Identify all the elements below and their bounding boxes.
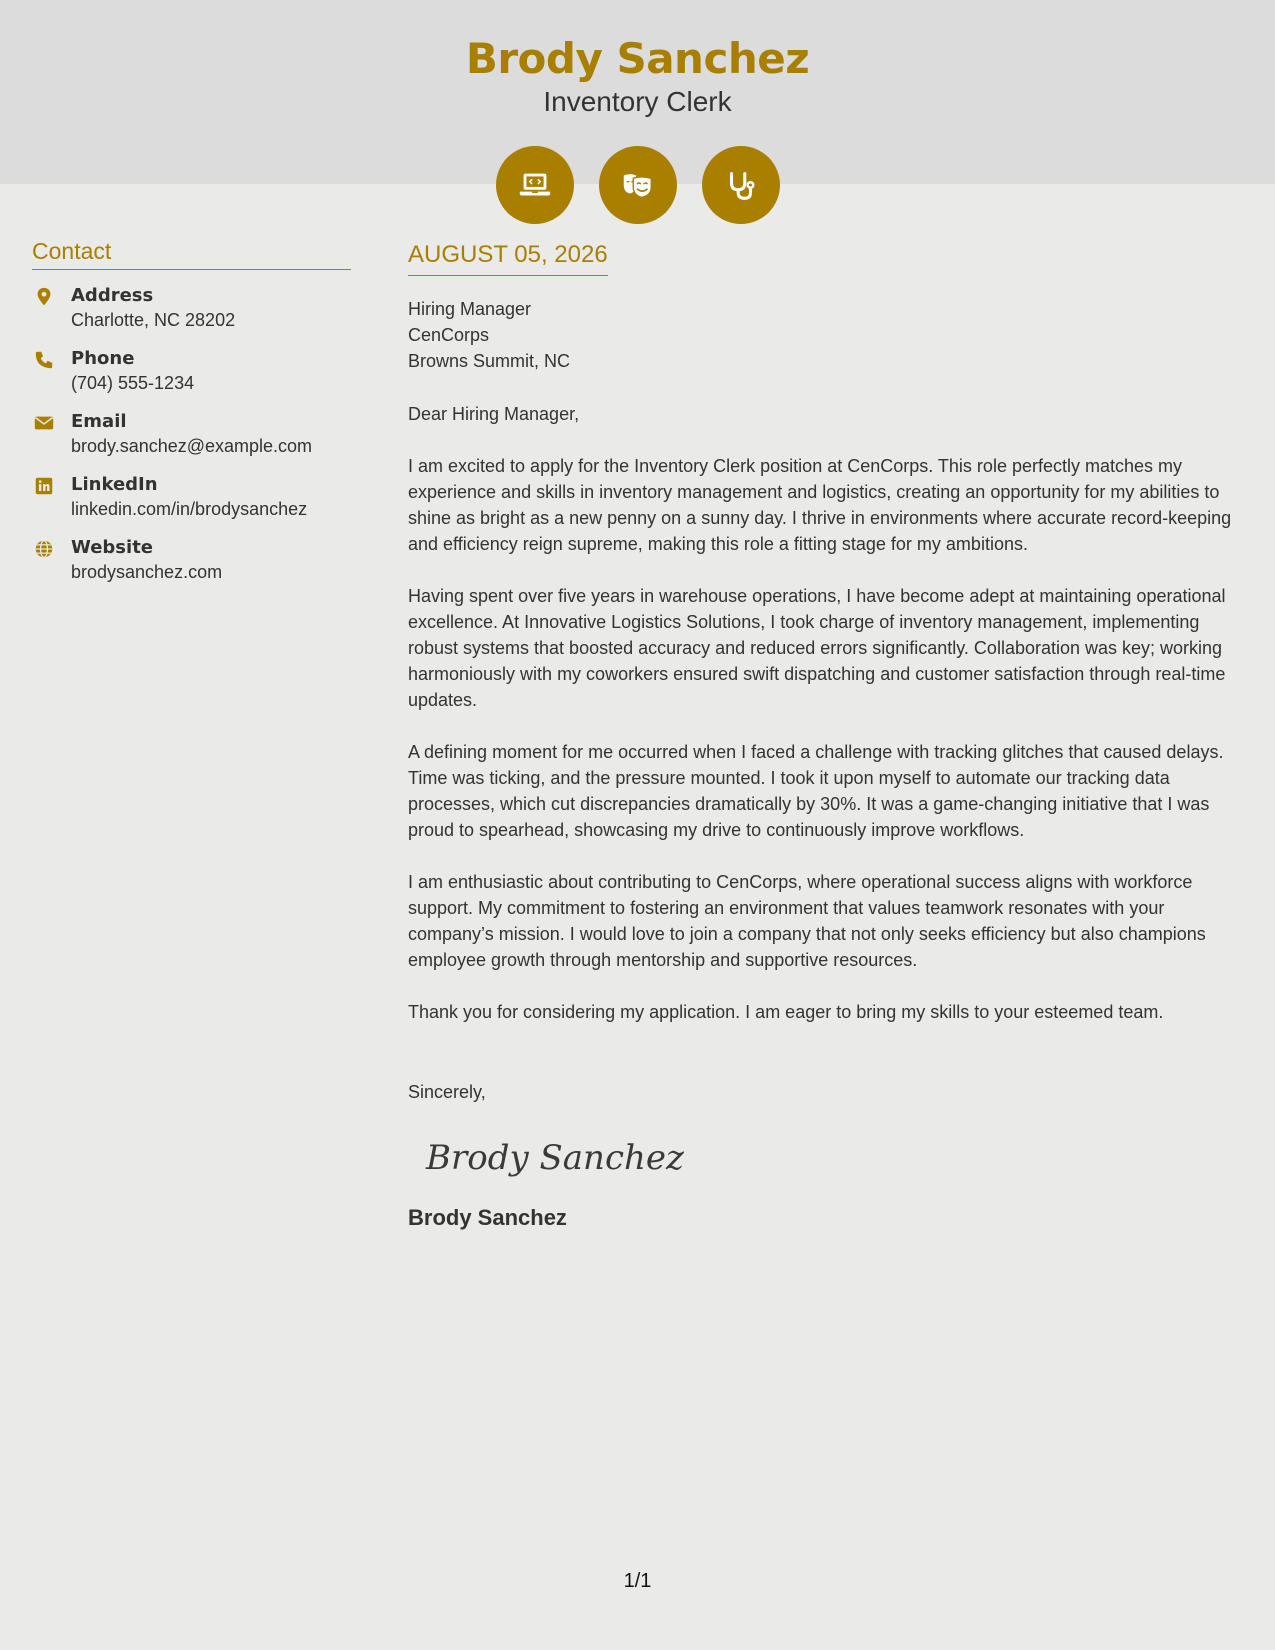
recipient-line: Hiring Manager [408, 299, 532, 319]
job-title: Inventory Clerk [543, 86, 732, 117]
letter-body [408, 240, 1253, 1231]
letter-date: AUGUST 05, 2026 [408, 240, 608, 276]
header-icon-row [496, 146, 780, 224]
contact-address [32, 284, 351, 333]
contact-label: Phone [71, 348, 135, 369]
signature-text: Brody Sanchez [426, 1138, 684, 1178]
letter-paragraph: Having spent over five years in warehouse operations, I have become adept at maintaining operational excellence. At Innovative Logistics Solutions, I took charge of inventory management, implementing robust systems that boosted accuracy and reduced errors significantly. Collaboration was key; working harmoniously with my coworkers ensured swift dispatching and customer satisfaction through real-time updates. [408, 586, 1226, 710]
page-number: 1/1 [623, 1570, 652, 1592]
contact-phone [32, 347, 351, 396]
contact-value: Charlotte, NC 28202 [71, 310, 236, 330]
applicant-name: Brody Sanchez [465, 34, 810, 83]
contact-value: (704) 555-1234 [71, 373, 195, 393]
contact-website [32, 536, 351, 585]
recipient-line: Browns Summit, NC [408, 351, 571, 371]
envelope-icon [33, 412, 55, 434]
contact-value: brody.sanchez@example.com [71, 436, 313, 456]
contact-email [32, 410, 351, 459]
phone-icon [33, 349, 55, 371]
contact-sidebar [32, 238, 351, 585]
contact-heading: Contact [32, 238, 351, 270]
contact-value: brodysanchez.com [71, 562, 223, 582]
map-pin-icon [33, 286, 55, 308]
globe-icon [33, 538, 55, 560]
signer-name: Brody Sanchez [408, 1205, 567, 1230]
contact-label: Website [71, 537, 154, 558]
contact-value: linkedin.com/in/brodysanchez [71, 499, 308, 519]
letter-paragraph: I am enthusiastic about contributing to CenCorps, where operational success aligns with workforce support. My commitment to fostering an environment that values teamwork resonates with your company’s mission. I would love to join a company that not only seeks efficiency but also champions employee growth through mentorship and supportive resources. [408, 872, 1206, 970]
contact-linkedin [32, 473, 351, 522]
linkedin-icon [33, 475, 55, 497]
contact-label: LinkedIn [71, 474, 158, 495]
closing: Sincerely, [408, 1082, 486, 1102]
letter-paragraph: A defining moment for me occurred when I faced a challenge with tracking glitches that caused delays. Time was ticking, and the pressure mounted. I took it upon myself to automate our tracking data processes, which cut discrepancies dramatically by 30%. It was a game-changing initiative that I was proud to spearhead, showcasing my drive to continuously improve workflows. [408, 742, 1224, 840]
recipient-block [408, 296, 1253, 374]
signature-image [424, 1127, 1253, 1187]
salutation: Dear Hiring Manager, [408, 404, 580, 424]
contact-label: Email [71, 411, 127, 432]
letter-paragraph: Thank you for considering my application. I am eager to bring my skills to your esteemed team. [408, 1002, 1164, 1022]
letter-paragraph: I am excited to apply for the Inventory Clerk position at CenCorps. This role perfectly matches my experience and skills in inventory management and logistics, creating an opportunity for my abilities to shine as bright as a new penny on a sunny day. I thrive in environments where accurate record-keeping and efficiency reign supreme, making this role a fitting stage for my ambitions. [408, 456, 1232, 554]
theater-masks-icon [599, 146, 677, 224]
recipient-line: CenCorps [408, 325, 490, 345]
contact-label: Address [71, 285, 154, 306]
stethoscope-icon [702, 146, 780, 224]
laptop-code-icon [496, 146, 574, 224]
